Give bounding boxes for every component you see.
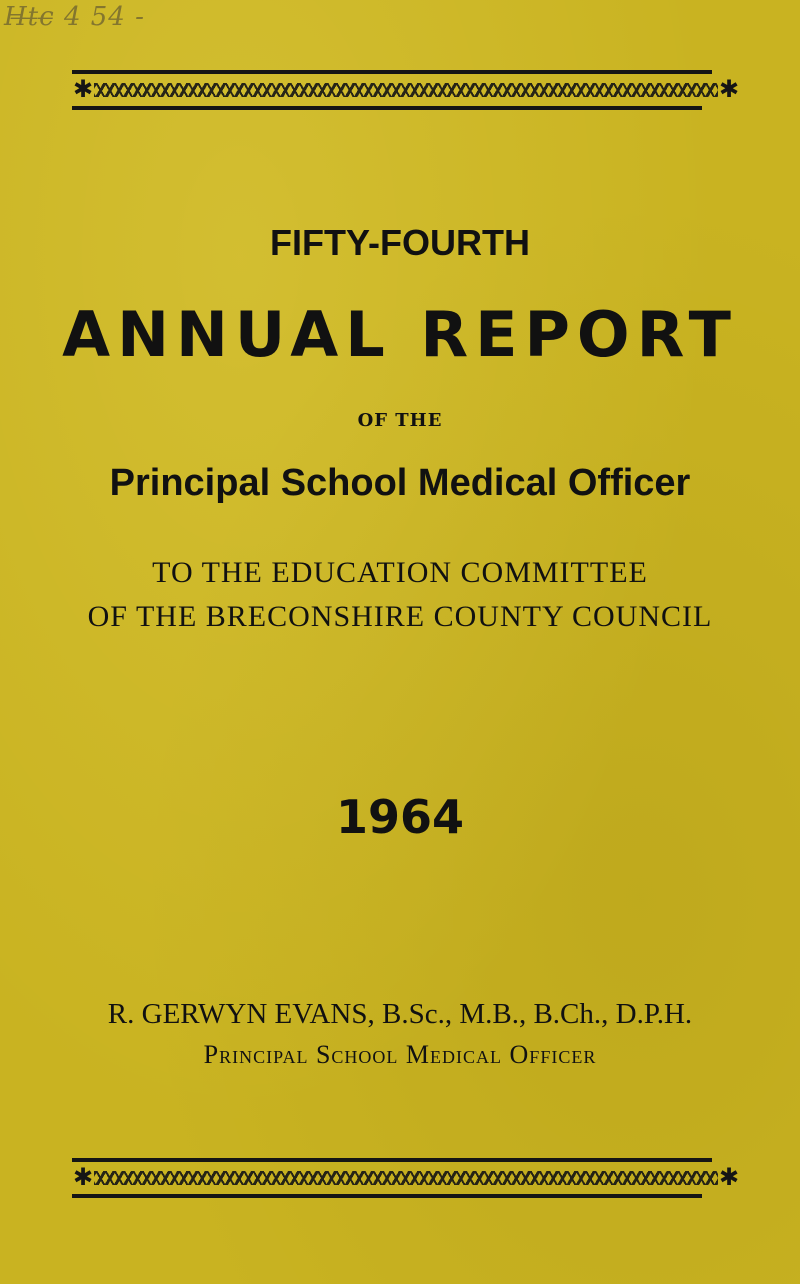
star-chain-pattern bbox=[94, 83, 718, 97]
bottom-ornamental-border bbox=[72, 1158, 740, 1198]
bottom-star-chain bbox=[72, 1162, 740, 1194]
report-title: ANNUAL REPORT bbox=[62, 298, 738, 371]
star-left-icon: ✱ bbox=[72, 76, 94, 103]
bottom-rule-lower bbox=[72, 1194, 702, 1198]
report-year: 1964 bbox=[335, 790, 465, 844]
top-star-chain bbox=[72, 74, 740, 106]
star-left-icon: ✱ bbox=[72, 1164, 94, 1191]
star-chain-pattern bbox=[94, 1171, 718, 1185]
author-title: Principal School Medical Officer bbox=[203, 1040, 597, 1069]
of-the-label: OF THE bbox=[357, 410, 443, 431]
officer-title: Principal School Medical Officer bbox=[109, 462, 691, 504]
star-right-icon: ✱ bbox=[718, 1164, 740, 1191]
council-line: OF THE BRECONSHIRE COUNTY COUNCIL bbox=[87, 600, 713, 633]
author-name: R. GERWYN EVANS, B.Sc., M.B., B.Ch., D.P.H. bbox=[107, 998, 693, 1030]
top-rule-lower bbox=[72, 106, 702, 110]
committee-line: TO THE EDUCATION COMMITTEE bbox=[152, 556, 648, 589]
handwritten-catalog-note: H̶t̶c̶ 4 54 - bbox=[4, 2, 145, 32]
star-right-icon: ✱ bbox=[718, 76, 740, 103]
report-ordinal: FIFTY-FOURTH bbox=[270, 222, 530, 263]
top-ornamental-border bbox=[72, 70, 740, 110]
